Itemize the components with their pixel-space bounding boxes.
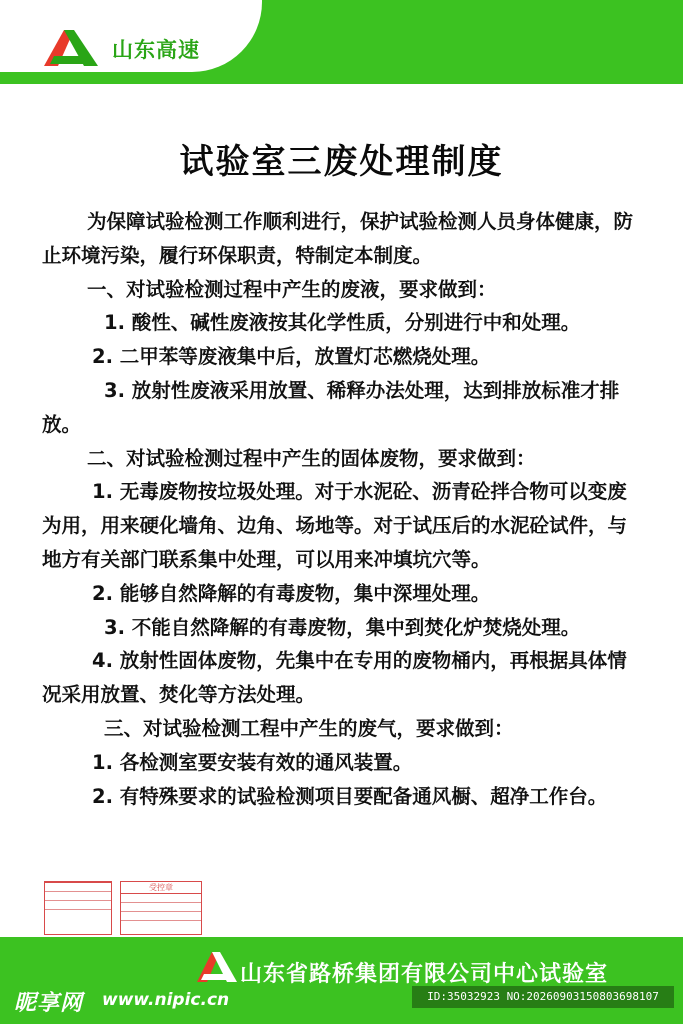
controlled-stamp [120,881,202,935]
inspection-stamp [44,881,112,935]
section-item: 2. 有特殊要求的试验检测项目要配备通风橱、超净工作台。 [92,784,608,808]
section-heading: 三、对试验检测工程中产生的废气，要求做到： [104,716,514,740]
document-body [42,205,642,813]
section-item: 3. 不能自然降解的有毒废物，集中到焚化炉焚烧处理。 [104,615,581,639]
section-item: 1. 各检测室要安装有效的通风装置。 [92,750,413,774]
stamp-row [121,912,201,921]
intro-paragraph: 为保障试验检测工作顺利进行，保护试验检测人员身体健康，防止环境污染，履行环保职责，特制定本制度。 [42,210,634,267]
organization-name: 山东省路桥集团有限公司中心试验室 [240,962,609,987]
footer-logo-icon [195,950,239,984]
stamp-row [45,883,111,892]
watermark-site-url: www.nipic.cn [102,990,230,1010]
stamp-title: 受控章 [121,882,201,894]
brand-name: 山东高速 [112,38,200,62]
section-item: 1. 无毒废物按垃圾处理。对于水泥砼、沥青砼拌合物可以变废为用，用来硬化墙角、边角、场地等。对于试压后的水泥砼试件，与地方有关部门联系集中处理，可以用来冲填坑穴等。 [42,480,628,571]
section-item: 2. 二甲苯等废液集中后，放置灯芯燃烧处理。 [92,345,491,369]
stamp-row [45,892,111,901]
section-item: 4. 放射性固体废物，先集中在专用的废物桶内，再根据具体情况采用放置、焚化等方法处理。 [42,649,627,707]
section-item: 2. 能够自然降解的有毒废物，集中深埋处理。 [92,581,491,605]
stamp-row [45,901,111,910]
section-heading: 一、对试验检测过程中产生的废液，要求做到： [87,277,497,301]
section-item: 1. 酸性、碱性废液按其化学性质，分别进行中和处理。 [104,311,581,335]
section-item: 3. 放射性废液采用放置、稀释办法处理，达到排放标准才排放。 [42,378,620,436]
watermark-image-id: ID:35032923 NO:20260903150803698107 [412,986,674,1008]
stamp-row [121,894,201,903]
section-heading: 二、对试验检测过程中产生的固体废物，要求做到： [87,446,536,470]
shandong-hi-speed-logo-icon [40,26,102,68]
watermark-site-name: 昵享网 [14,991,84,1016]
stamp-row [121,903,201,912]
document-title: 试验室三废处理制度 [179,142,504,182]
